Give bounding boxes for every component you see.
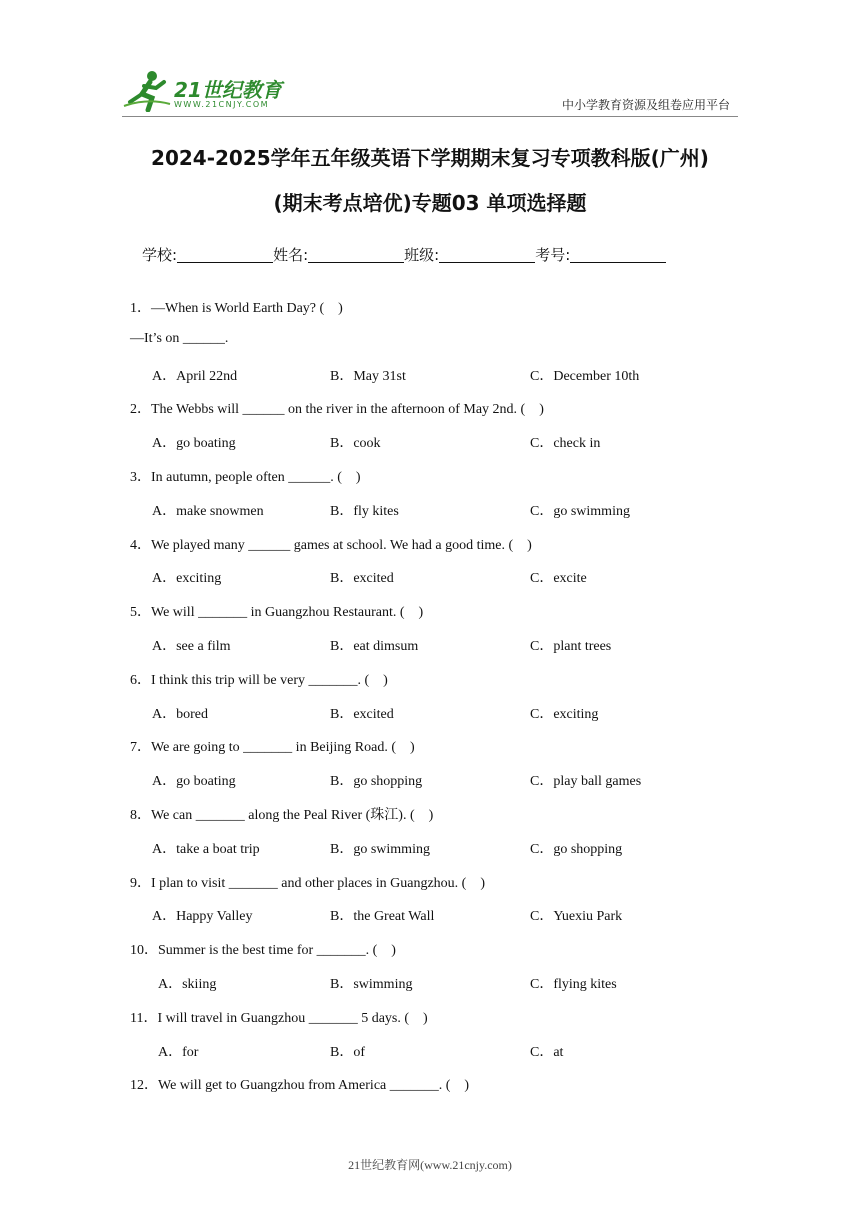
option-b: B．of [330, 1045, 365, 1060]
option-b: B．fly kites [330, 504, 399, 519]
class-field[interactable] [439, 246, 535, 263]
option-c: C．flying kites [530, 977, 617, 992]
question-7: 7．We are going to _______ in Beijing Road. ( ) [130, 740, 415, 755]
option-a: A．April 22nd [152, 369, 238, 384]
option-a: A．for [158, 1045, 199, 1060]
question-3: 3．In autumn, people often ______. ( ) [130, 470, 361, 485]
name-label: 姓名: [273, 246, 309, 264]
option-c: C．at [530, 1045, 564, 1060]
page-title: 2024-2025学年五年级英语下学期期末复习专项教科版(广州) [151, 146, 709, 170]
option-b: B．swimming [330, 977, 413, 992]
option-c: C．plant trees [530, 639, 612, 654]
option-b: B．excited [330, 571, 394, 586]
runner-logo-icon [122, 68, 172, 112]
question-5: 5．We will _______ in Guangzhou Restaurant. ( ) [130, 605, 424, 620]
header-divider [122, 116, 738, 117]
option-b: B．cook [330, 436, 381, 451]
option-b: B．the Great Wall [330, 909, 435, 924]
class-label: 班级: [404, 246, 440, 264]
option-a: A．make snowmen [152, 504, 264, 519]
option-a: A．go boating [152, 774, 236, 789]
question-12: 12．We will get to Guangzhou from America _______. ( ) [130, 1078, 470, 1093]
option-c: C．December 10th [530, 369, 640, 384]
option-b: B．eat dimsum [330, 639, 419, 654]
option-b: B．excited [330, 707, 394, 722]
option-b: B．go swimming [330, 842, 430, 857]
page-subtitle: (期末考点培优)专题03 单项选择题 [273, 191, 587, 215]
name-field[interactable] [308, 246, 404, 263]
option-a: A．go boating [152, 436, 236, 451]
question-6: 6．I think this trip will be very _______. ( ) [130, 673, 388, 688]
option-a: A．bored [152, 707, 208, 722]
logo-url: WWW.21CNJY.COM [174, 100, 270, 109]
question-2: 2．The Webbs will ______ on the river in the afternoon of May 2nd. ( ) [130, 402, 544, 417]
school-label: 学校: [142, 246, 178, 264]
option-a: A．exciting [152, 571, 222, 586]
option-b: B．May 31st [330, 369, 406, 384]
option-c: C．play ball games [530, 774, 642, 789]
school-field[interactable] [177, 246, 273, 263]
question-11: 11．I will travel in Guangzhou _______ 5 days. ( ) [130, 1011, 428, 1026]
question-1: 1．—When is World Earth Day? ( ) [130, 301, 343, 316]
student-info [142, 244, 666, 265]
question-1-sub: —It’s on ______. [130, 331, 229, 346]
option-c: C．excite [530, 571, 587, 586]
platform-label: 中小学教育资源及组卷应用平台 [561, 98, 730, 112]
question-8: 8．We can _______ along the Peal River (珠江). ( ) [130, 808, 434, 823]
question-9: 9．I plan to visit _______ and other places in Guangzhou. ( ) [130, 876, 485, 891]
option-b: B．go shopping [330, 774, 423, 789]
page-footer: 21世纪教育网(www.21cnjy.com) [348, 1158, 512, 1172]
option-c: C．Yuexiu Park [530, 909, 623, 924]
number-field[interactable] [570, 246, 666, 263]
logo [122, 68, 292, 114]
option-c: C．exciting [530, 707, 599, 722]
logo-text: 21世纪教育 [174, 78, 282, 102]
option-a: A．take a boat trip [152, 842, 260, 857]
question-4: 4．We played many ______ games at school. We had a good time. ( ) [130, 538, 532, 553]
option-a: A．Happy Valley [152, 909, 253, 924]
option-c: C．check in [530, 436, 601, 451]
number-label: 考号: [535, 246, 571, 264]
option-a: A．see a film [152, 639, 231, 654]
option-a: A．skiing [158, 977, 217, 992]
question-10: 10．Summer is the best time for _______. ( ) [130, 943, 396, 958]
option-c: C．go swimming [530, 504, 630, 519]
option-c: C．go shopping [530, 842, 623, 857]
